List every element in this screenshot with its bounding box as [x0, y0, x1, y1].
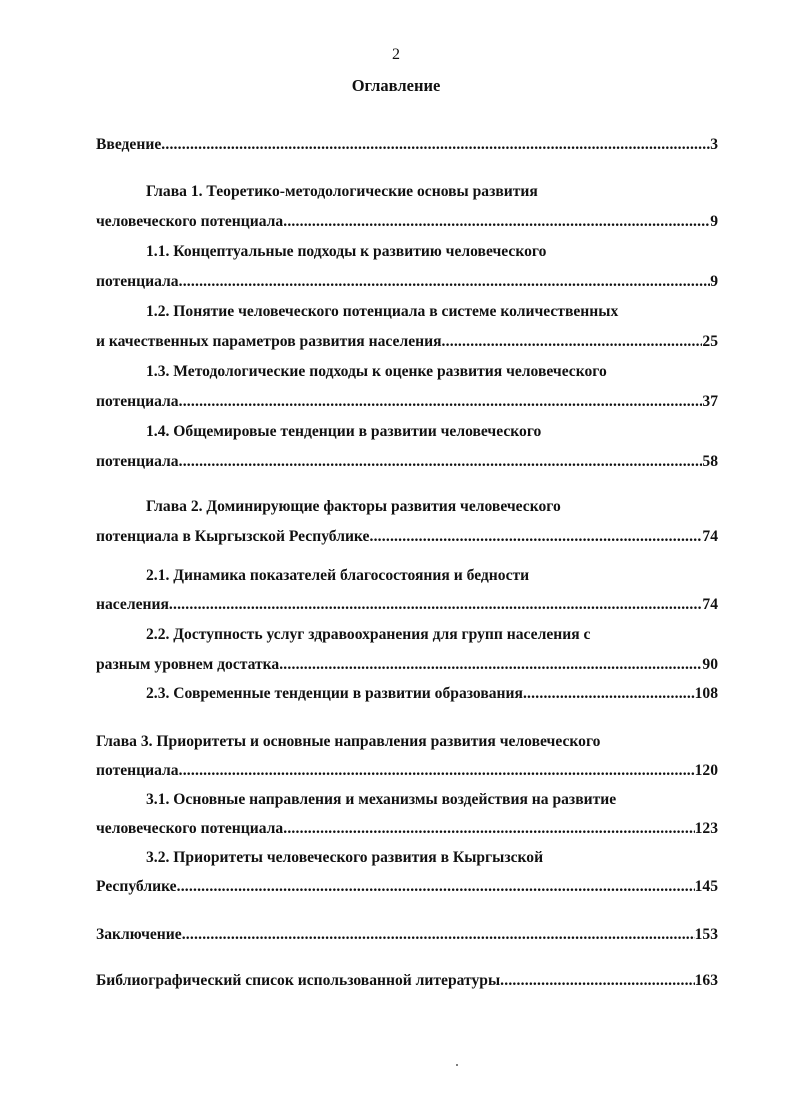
toc-page: 153 — [694, 926, 718, 943]
toc-entry-text: человеческого потенциала — [96, 820, 284, 837]
toc-page: 37 — [702, 393, 718, 410]
toc-page: 108 — [694, 685, 718, 702]
toc-entry-1-2[interactable] — [146, 301, 718, 323]
toc-entry-text: Введение — [96, 136, 162, 153]
toc-entry-1-4-cont[interactable] — [96, 451, 718, 473]
toc-leader — [523, 683, 695, 705]
toc-entry-text: 3.1. Основные направления и механизмы воздействия на развитие — [146, 791, 617, 808]
toc-entry-3-1-cont[interactable] — [96, 818, 718, 840]
toc-entry-text: 1.1. Концептуальные подходы к развитию человеческого — [146, 243, 547, 260]
toc-entry-chapter-3-cont[interactable] — [96, 760, 718, 782]
toc-title: Оглавление — [351, 76, 441, 95]
toc-page: 9 — [710, 213, 718, 230]
toc-leader — [279, 654, 702, 676]
toc-entry-text: Республике — [96, 878, 177, 895]
toc-entry-text: Глава 3. Приоритеты и основные направления развития человеческого — [96, 733, 601, 750]
toc-entry-chapter-1-cont[interactable] — [96, 211, 718, 233]
toc-entry-chapter-1[interactable] — [146, 181, 718, 203]
toc-leader — [182, 924, 695, 946]
toc-entry-text: потенциала — [96, 453, 179, 470]
toc-entry-2-1-cont[interactable] — [96, 594, 718, 616]
toc-leader — [161, 134, 710, 156]
toc-entry-text: потенциала — [96, 393, 179, 410]
toc-page: 120 — [694, 762, 718, 779]
toc-entry-text: 1.4. Общемировые тенденции в развитии человеческого — [146, 423, 542, 440]
toc-entry-text: потенциала в Кыргызской Республике — [96, 528, 370, 545]
toc-entry-text: Глава 2. Доминирующие факторы развития человеческого — [146, 498, 561, 515]
toc-entry-text: потенциала — [96, 762, 179, 779]
toc-entry-text: 2.2. Доступность услуг здравоохранения для групп населения с — [146, 626, 591, 643]
toc-entry-introduction[interactable] — [96, 134, 718, 156]
toc-page: 74 — [702, 596, 718, 613]
toc-entry-2-2-cont[interactable] — [96, 654, 718, 676]
toc-page: 90 — [702, 656, 718, 673]
toc-leader — [442, 331, 703, 353]
toc-entry-text: населения — [96, 596, 169, 613]
toc-entry-text: и качественных параметров развития населения — [96, 333, 442, 350]
toc-entry-text: потенциала — [96, 273, 179, 290]
toc-page: 9 — [710, 273, 718, 290]
toc-leader — [179, 760, 695, 782]
toc-entry-2-3[interactable] — [146, 683, 718, 705]
toc-page: 58 — [702, 453, 718, 470]
toc-entry-conclusion[interactable] — [96, 924, 718, 946]
toc-entry-1-3-cont[interactable] — [96, 391, 718, 413]
toc-entry-text: Глава 1. Теоретико-методологические основы развития — [146, 183, 538, 200]
toc-entry-text: 1.2. Понятие человеческого потенциала в системе количественных — [146, 303, 619, 320]
toc-page: 163 — [694, 972, 718, 989]
toc-page: 3 — [710, 136, 718, 153]
toc-leader — [179, 391, 703, 413]
toc-leader — [369, 526, 702, 548]
toc-entry-1-4[interactable] — [146, 421, 718, 443]
toc-entry-text: 2.1. Динамика показателей благосостояния и бедности — [146, 567, 530, 584]
toc-entry-1-2-cont[interactable] — [96, 331, 718, 353]
toc-page: 74 — [702, 528, 718, 545]
toc-leader — [500, 970, 694, 992]
toc-entry-text: разным уровнем достатка — [96, 656, 280, 673]
page-number: 2 — [392, 46, 400, 63]
toc-page: 25 — [702, 333, 718, 350]
toc-entry-text: Библиографический список использованной литературы — [96, 972, 501, 989]
toc-page: 145 — [694, 878, 718, 895]
toc-entry-1-3[interactable] — [146, 361, 718, 383]
toc-entry-3-1[interactable] — [146, 789, 718, 811]
toc-entry-text: 2.3. Современные тенденции в развитии образования — [146, 685, 523, 702]
toc-leader — [179, 271, 711, 293]
toc-entry-bibliography[interactable] — [96, 970, 718, 992]
toc-entry-text: 3.2. Приоритеты человеческого развития в Кыргызской — [146, 849, 544, 866]
toc-leader — [177, 876, 695, 898]
toc-entry-chapter-2-cont[interactable] — [96, 526, 718, 548]
toc-entry-text: человеческого потенциала — [96, 213, 284, 230]
toc-entry-2-1[interactable] — [146, 565, 718, 587]
toc-leader — [169, 594, 703, 616]
scan-speck — [456, 1064, 458, 1066]
toc-entry-text: Заключение — [96, 926, 182, 943]
toc-entry-3-2[interactable] — [146, 847, 718, 869]
toc-entry-3-2-cont[interactable] — [96, 876, 718, 898]
toc-page: 123 — [694, 820, 718, 837]
toc-entry-chapter-2[interactable] — [146, 496, 718, 518]
toc-leader — [283, 211, 710, 233]
toc-entry-text: 1.3. Методологические подходы к оценке развития человеческого — [146, 363, 607, 380]
toc-leader — [283, 818, 694, 840]
toc-leader — [179, 451, 703, 473]
toc-entry-1-1-cont[interactable] — [96, 271, 718, 293]
toc-entry-2-2[interactable] — [146, 624, 718, 646]
toc-entry-chapter-3[interactable] — [96, 731, 718, 753]
toc-entry-1-1[interactable] — [146, 241, 718, 263]
